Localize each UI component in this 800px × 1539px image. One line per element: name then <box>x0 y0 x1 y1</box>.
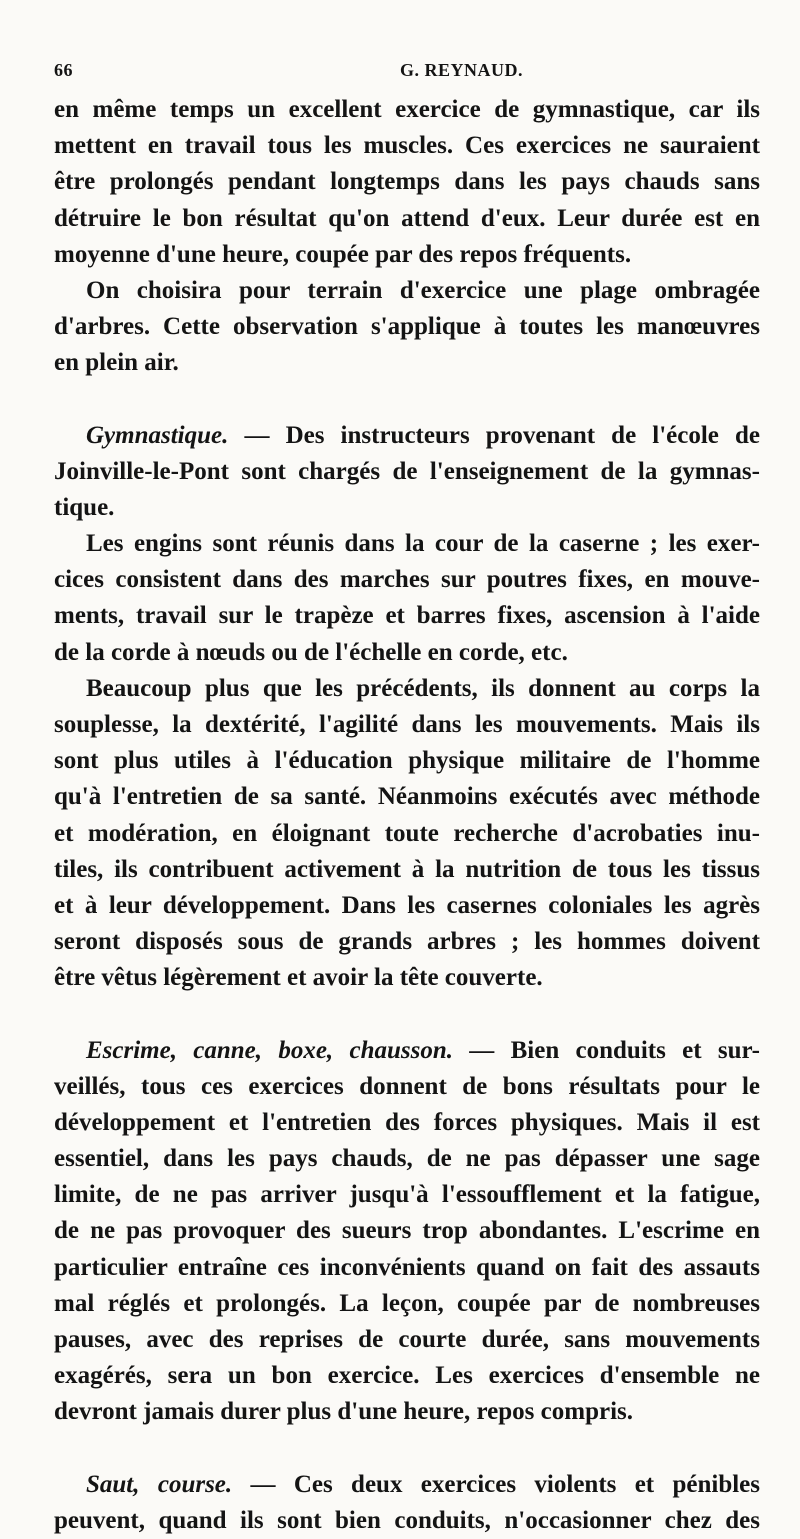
text-line: être prolongés pendant longtemps dans les pays chauds sans <box>54 168 760 196</box>
text-line <box>54 418 760 454</box>
section-gap <box>54 382 760 418</box>
text-line: particulier entraîne ces inconvénients quand on fait des assauts <box>54 1253 760 1281</box>
text-line: sont plus utiles à l'éducation physique militaire de l'homme <box>54 747 760 775</box>
text-line: développement et l'entretien des forces physiques. Mais il est <box>54 1108 760 1136</box>
text-line: veillés, tous ces exercices donnent de bons résultats pour le <box>54 1072 760 1100</box>
text-line: devront jamais durer plus d'une heure, repos compris. <box>54 1398 633 1426</box>
text-line: détruire le bon résultat qu'on attend d'eux. Leur durée est en <box>54 204 760 232</box>
text-line: en plein air. <box>54 349 179 377</box>
text-line: Joinville-le-Pont sont chargés de l'enseignement de la gymnas- <box>54 457 760 485</box>
text-line: peuvent, quand ils sont bien conduits, n'occasionner chez des <box>54 1506 760 1534</box>
text-line: d'arbres. Cette observation s'applique à toutes les manœuvres <box>54 313 760 341</box>
body-text <box>54 92 760 1539</box>
text-run: — Ces deux exercices violents et pénibles <box>232 1470 760 1498</box>
text-line: moyenne d'une heure, coupée par des repos fréquents. <box>54 240 632 268</box>
paragraph <box>54 273 760 382</box>
text-line: être vêtus légèrement et avoir la tête couverte. <box>54 964 543 992</box>
text-line: limite, de ne pas arriver jusqu'à l'essoufflement et la fatigue, <box>54 1181 760 1209</box>
text-line: qu'à l'entretien de sa santé. Néanmoins exécutés avec méthode <box>54 783 760 811</box>
text-run: — Bien conduits et sur- <box>453 1036 760 1064</box>
section-gap <box>54 997 760 1033</box>
text-line: et à leur développement. Dans les casernes coloniales les agrès <box>54 891 760 919</box>
text-line <box>54 1467 760 1503</box>
text-line: souplesse, la dextérité, l'agilité dans les mouvements. Mais ils <box>54 711 760 738</box>
section-gymnastique <box>54 418 760 527</box>
text-line: exagérés, sera un bon exercice. Les exercices d'ensemble ne <box>54 1362 760 1390</box>
text-line: mettent en travail tous les muscles. Ces exercices ne sauraient <box>54 132 760 160</box>
paragraph <box>54 92 760 273</box>
section-heading: Saut, course. <box>86 1470 233 1498</box>
text-line: Beaucoup plus que les précédents, ils donnent au corps la <box>86 674 760 702</box>
text-line: essentiel, dans les pays chauds, de ne pas dépasser une sage <box>54 1145 760 1173</box>
text-line: ments, travail sur le trapèze et barres fixes, ascension à l'aide <box>54 602 760 630</box>
paragraph <box>54 526 760 671</box>
text-line: Les engins sont réunis dans la cour de la caserne ; les exer- <box>86 530 760 558</box>
section-heading: Escrime, canne, boxe, chausson. <box>86 1036 453 1064</box>
text-line: de ne pas provoquer des sueurs trop abondantes. L'escrime en <box>54 1217 760 1245</box>
text-line: tique. <box>54 493 115 521</box>
text-line: seront disposés sous de grands arbres ; les hommes doivent <box>54 928 760 956</box>
text-line: en même temps un excellent exercice de gymnastique, car ils <box>54 96 760 123</box>
page-header <box>54 60 754 88</box>
section-saut-course <box>54 1467 760 1539</box>
paragraph <box>54 671 760 997</box>
text-line: tiles, ils contribuent activement à la nutrition de tous les tissus <box>54 855 760 883</box>
text-line: et modération, en éloignant toute recherche d'acrobaties inu- <box>54 819 760 847</box>
section-heading: Gymnastique. <box>86 421 229 449</box>
text-line: pauses, avec des reprises de courte durée, sans mouvements <box>54 1326 760 1353</box>
section-gap <box>54 1431 760 1467</box>
text-run: — Des instructeurs provenant de l'école de <box>228 421 760 449</box>
text-line: cices consistent dans des marches sur poutres fixes, en mouve- <box>54 566 760 594</box>
text-line <box>54 1033 760 1069</box>
section-escrime <box>54 1033 760 1431</box>
text-line: On choisira pour terrain d'exercice une plage ombragée <box>86 276 760 304</box>
running-head: G. REYNAUD. <box>400 60 524 80</box>
page-number: 66 <box>54 60 73 80</box>
text-line: de la corde à nœuds ou de l'échelle en corde, etc. <box>54 638 568 666</box>
text-line: mal réglés et prolongés. La leçon, coupée par de nombreuses <box>54 1289 760 1317</box>
